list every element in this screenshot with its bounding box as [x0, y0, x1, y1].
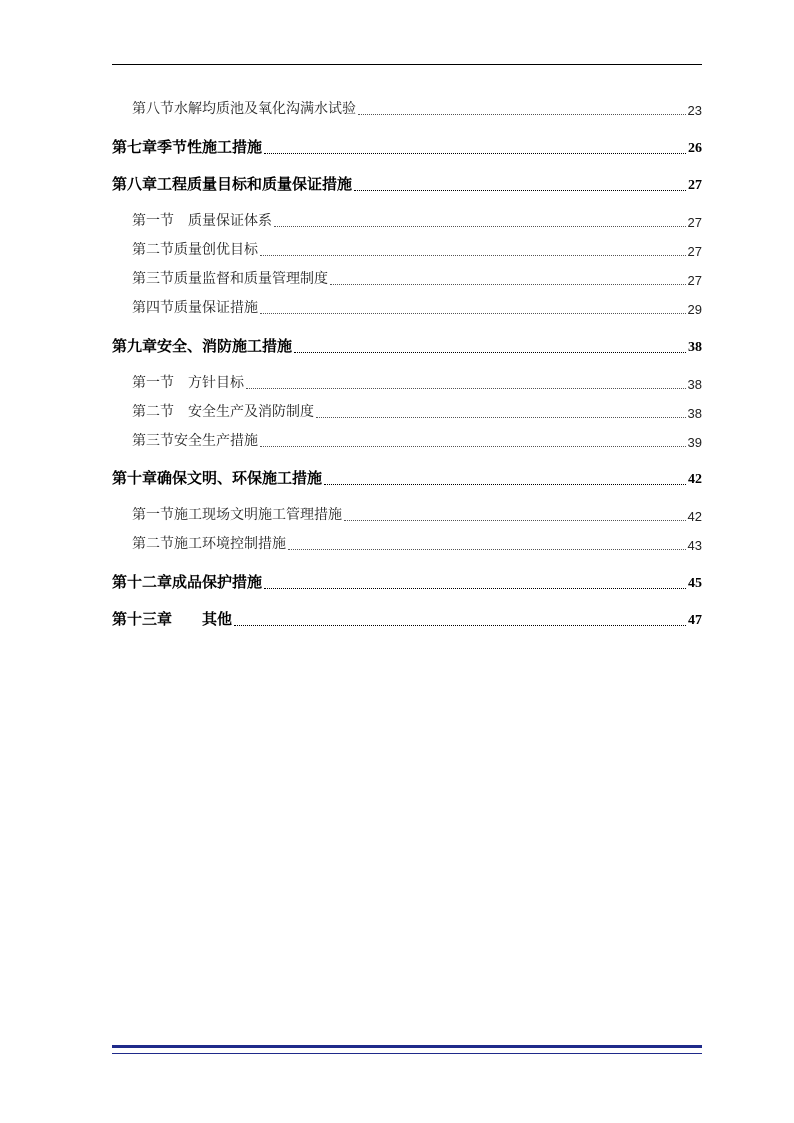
toc-entry-page: 23 [687, 103, 702, 118]
toc-entry-page: 27 [687, 215, 702, 230]
toc-entry-label: 第十章确保文明、环保施工措施 [112, 469, 323, 487]
toc-entry[interactable] [112, 467, 702, 488]
toc-entry-page: 42 [688, 472, 702, 487]
toc-entry[interactable] [112, 372, 702, 392]
toc-entry-page: 47 [688, 613, 702, 628]
toc-entry[interactable] [112, 533, 702, 553]
toc-entry-label: 第一节 质量保证体系 [132, 213, 272, 229]
toc-entry-page: 39 [687, 435, 702, 450]
toc-leader-dots [288, 548, 686, 550]
toc-entry[interactable] [112, 136, 702, 157]
toc-leader-dots [294, 351, 686, 353]
toc-entry-page: 27 [687, 244, 702, 259]
toc-entry-label: 第九章安全、消防施工措施 [112, 337, 293, 355]
toc-entry-label: 第一节施工现场文明施工管理措施 [132, 507, 342, 523]
toc-entry[interactable] [112, 608, 702, 629]
toc-entry[interactable] [112, 571, 702, 592]
toc-entry-page: 27 [688, 178, 702, 193]
toc-entry[interactable] [112, 401, 702, 421]
toc-entry-page: 27 [687, 273, 702, 288]
toc-entry-page: 26 [688, 141, 702, 156]
toc-entry-label: 第一节 方针目标 [132, 375, 244, 391]
toc-leader-dots [260, 312, 686, 314]
toc-entry-page: 42 [687, 509, 702, 524]
toc-entry[interactable] [112, 268, 702, 288]
toc-entry-label: 第二节施工环境控制措施 [132, 536, 286, 552]
toc-entry-page: 38 [687, 406, 702, 421]
toc-leader-dots [324, 483, 686, 485]
toc-entry-label: 第八节水解均质池及氧化沟满水试验 [132, 101, 356, 117]
toc-leader-dots [260, 254, 686, 256]
toc-entry-label: 第八章工程质量目标和质量保证措施 [112, 175, 353, 193]
toc-leader-dots [264, 152, 686, 154]
toc-entry-label: 第三节安全生产措施 [132, 433, 258, 449]
header-rule [112, 64, 702, 65]
toc-entry[interactable] [112, 98, 702, 118]
toc-entry-label: 第十三章 其他 [112, 610, 233, 628]
toc-entry-label: 第七章季节性施工措施 [112, 138, 263, 156]
toc-entry-page: 38 [687, 377, 702, 392]
toc-leader-dots [264, 587, 686, 589]
toc-entry[interactable] [112, 297, 702, 317]
toc-entry-label: 第二节 安全生产及消防制度 [132, 404, 314, 420]
toc-entry[interactable] [112, 173, 702, 194]
toc-leader-dots [344, 519, 686, 521]
toc-entry-label: 第四节质量保证措施 [132, 300, 258, 316]
toc-entry-page: 29 [687, 302, 702, 317]
toc-leader-dots [274, 225, 686, 227]
toc-entry-label: 第二节质量创优目标 [132, 242, 258, 258]
toc-entry[interactable] [112, 430, 702, 450]
toc-entry[interactable] [112, 239, 702, 259]
toc-leader-dots [260, 445, 686, 447]
toc-entry[interactable] [112, 504, 702, 524]
toc-leader-dots [358, 113, 686, 115]
toc-entry[interactable] [112, 210, 702, 230]
toc-leader-dots [330, 283, 686, 285]
toc-entry-page: 45 [688, 576, 702, 591]
toc-entry[interactable] [112, 335, 702, 356]
toc-entry-page: 43 [687, 538, 702, 553]
toc-entry-page: 38 [688, 340, 702, 355]
footer-rule [112, 1045, 702, 1054]
toc-entry-label: 第十二章成品保护措施 [112, 573, 263, 591]
toc-leader-dots [354, 189, 686, 191]
toc-entry-label: 第三节质量监督和质量管理制度 [132, 271, 328, 287]
toc-leader-dots [316, 416, 686, 418]
toc-leader-dots [234, 624, 686, 626]
toc-leader-dots [246, 387, 686, 389]
